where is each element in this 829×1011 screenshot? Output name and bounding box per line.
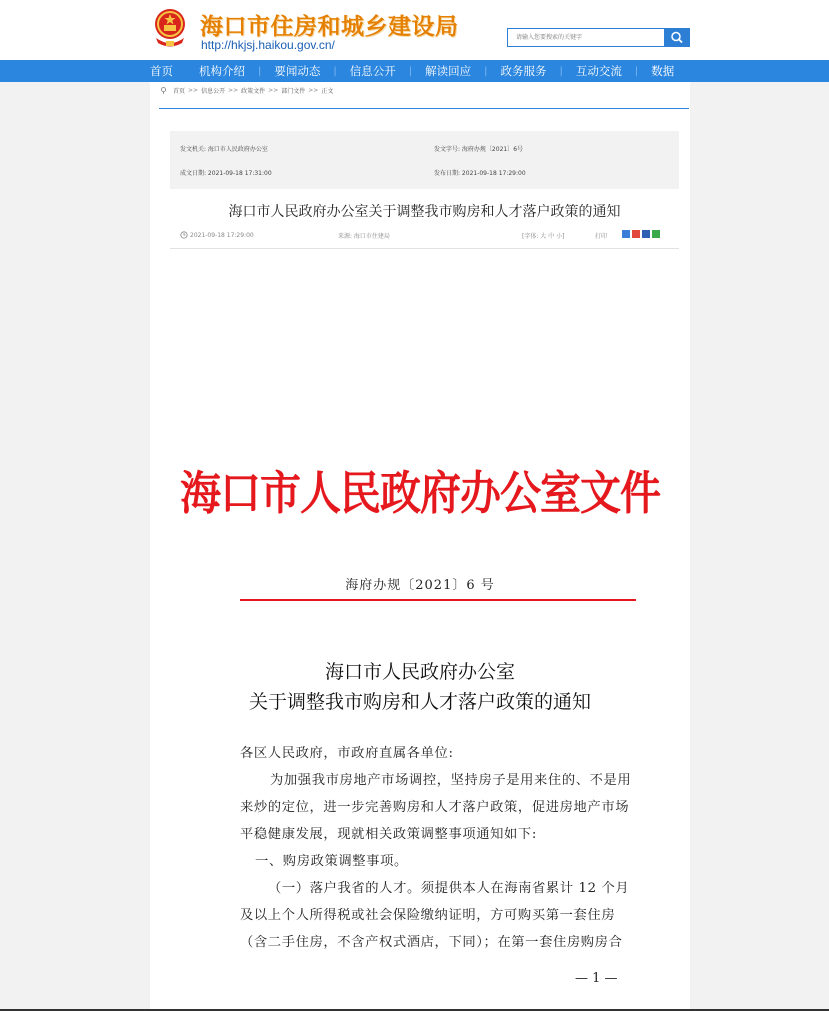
nav-separator: | [258, 65, 262, 77]
share-buttons [622, 230, 662, 238]
document-number: 海府办规〔2021〕6 号 [345, 578, 495, 593]
red-divider-line [240, 599, 636, 601]
info-divider [170, 248, 679, 249]
nav-separator: | [333, 65, 337, 77]
document-title-line-1: 海口市人民政府办公室 [324, 661, 515, 683]
location-pin-icon [160, 87, 167, 94]
breadcrumb: 首页 >> 信息公开 >> 政策文件 >> 部门文件 >> 正文 [160, 86, 333, 95]
search-input[interactable]: 请输入您要搜索的关键字 [507, 28, 665, 47]
national-emblem-icon [153, 8, 187, 48]
nav-item-news[interactable]: 要闻动态 [274, 64, 321, 78]
breadcrumb-home[interactable]: 首页 [173, 88, 186, 95]
share-wechat-icon[interactable] [652, 230, 660, 238]
body-line: （一）落户我省的人才。须提供本人在海南省累计 12 个月 [268, 881, 630, 896]
meta-published-date: 发布日期: 2021-09-18 17:29:00 [434, 170, 526, 177]
meta-doc-number: 发文字号: 海府办规〔2021〕6号 [434, 146, 524, 153]
body-line: （含二手住房，不含产权式酒店，下同）；在第一套住房购房合 [240, 935, 623, 950]
document-title-line-2: 关于调整我市购房和人才落户政策的通知 [248, 691, 591, 713]
main-nav [0, 60, 829, 82]
nav-item-disclosure[interactable]: 信息公开 [349, 64, 396, 78]
body-line: 及以上个人所得税或社会保险缴纳证明，方可购买第一套住房 [240, 908, 616, 923]
breadcrumb-disclosure[interactable]: 信息公开 [201, 88, 226, 95]
breadcrumb-current: 正文 [321, 88, 334, 95]
site-url[interactable]: http://hkjsj.haikou.gov.cn/ [201, 38, 335, 52]
font-size-selector[interactable]: [字体: 大 中 小] [522, 233, 565, 240]
search-button[interactable] [664, 28, 690, 47]
share-people-icon[interactable] [642, 230, 650, 238]
share-weibo-icon[interactable] [632, 230, 640, 238]
nav-separator: | [634, 65, 639, 77]
share-qzone-icon[interactable] [622, 230, 630, 238]
body-line: 平稳健康发展，现就相关政策调整事项通知如下: [240, 827, 537, 842]
print-button[interactable]: 打印 [595, 233, 608, 240]
site-name[interactable]: 海口市住房和城乡建设局 [200, 14, 459, 40]
nav-item-home[interactable]: 首页 [150, 64, 173, 78]
page-number: — 1 — [575, 971, 618, 986]
document-meta-box [170, 131, 679, 189]
nav-separator: | [408, 65, 413, 77]
search-icon [664, 28, 690, 47]
meta-created-date: 成文日期: 2021-09-18 17:31:00 [180, 170, 272, 177]
nav-item-data[interactable]: 数据 [651, 64, 675, 78]
body-line: 来炒的定位，进一步完善购房和人才落户政策，促进房地产市场 [240, 800, 630, 815]
article-source: 来源: 海口市住建局 [338, 233, 390, 240]
nav-separator: | [559, 65, 563, 77]
clock-icon [180, 231, 188, 239]
nav-item-services[interactable]: 政务服务 [500, 64, 547, 78]
body-line: 一、购房政策调整事项。 [255, 854, 408, 869]
site-header [0, 0, 829, 60]
article-info-row [180, 231, 670, 243]
article-date: 2021-09-18 17:29:00 [180, 231, 254, 239]
document-red-header: 海口市人民政府办公室文件 [180, 466, 660, 521]
article-title: 海口市人民政府办公室关于调整我市购房和人才落户政策的通知 [228, 204, 621, 220]
body-line: 为加强我市房地产市场调控，坚持房子是用来住的、不是用 [270, 773, 632, 788]
nav-item-interaction[interactable]: 互动交流 [575, 64, 622, 78]
nav-item-about[interactable]: 机构介绍 [199, 64, 245, 78]
body-line: 各区人民政府，市政府直属各单位: [240, 746, 454, 761]
nav-item-interpretation[interactable]: 解读回应 [425, 64, 472, 78]
meta-issuer: 发文机关: 海口市人民政府办公室 [180, 146, 268, 153]
breadcrumb-policy[interactable]: 政策文件 [241, 88, 266, 95]
nav-separator: | [484, 65, 488, 77]
breadcrumb-department[interactable]: 部门文件 [281, 88, 306, 95]
breadcrumb-divider [159, 108, 689, 109]
